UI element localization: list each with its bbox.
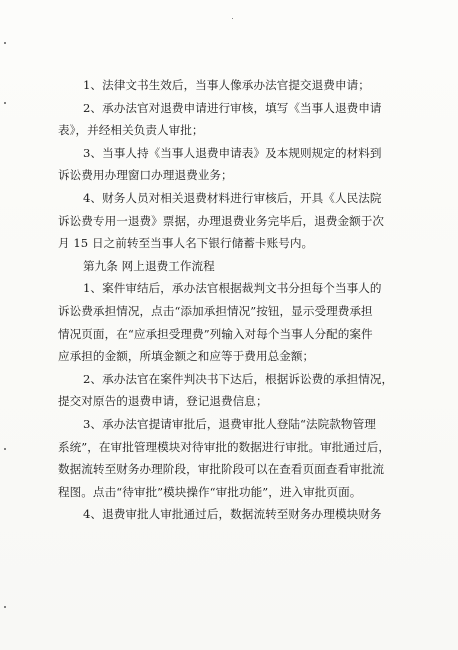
text-line: 1、法律文书生效后，当事人像承办法官提交退费申请； [83,78,370,92]
scan-speck [4,606,6,608]
text-line: 情况页面，在“应承担受理费”列输入对每个当事人分配的案件 [58,326,373,341]
text-line: 4、退费审批人审批通过后，数据流转至财务办理模块财务 [83,507,382,522]
text-line: 3、承办法官提请审批后，退费审批人登陆“法院款物管理 [83,416,376,431]
scan-speck [4,102,6,104]
scan-speck [4,448,6,450]
scan-speck [232,18,233,19]
scan-speck [4,42,6,44]
text-line: 诉讼费用办理窗口办理退费业务； [58,168,233,183]
text-line: 表》，并经相关负责人审批； [58,123,204,138]
text-line: 2、承办法官在案件判决书下达后，根据诉讼费的承担情况， [83,371,394,386]
text-line: 系统”，在审批管理模块对待审批的数据进行审批。审批通过后， [58,439,391,454]
text-line: 1、案件审结后，承办法官根据裁判文书分担每个当事人的 [83,281,382,296]
text-line: 数据流转至财务办理阶段，审批阶段可以在查看页面查看审批流 [58,462,385,477]
text-line: 3、当事人持《当事人退费申请表》及本规则规定的材料到 [83,145,382,160]
text-line: 应承担的金额，所填金额之和应等于费用总金额； [58,349,315,364]
text-line: 诉讼费承担情况，点击“添加承担情况”按钮，显示受理费承担 [58,303,373,318]
text-line: 程图。点击“待审批”模块操作“审批功能”，进入审批页面。 [58,484,362,499]
document-body [58,74,420,526]
section-heading: 第九条 网上退费工作流程 [83,258,215,273]
text-line: 诉讼费专用一退费》票据，办理退费业务完毕后，退费金额于次 [58,213,385,228]
text-line: 4、财务人员对相关退费材料进行审核后，开具《人民法院 [83,190,382,205]
text-line: 月 15 日之前转至当事人名下银行储蓄卡账号内。 [58,236,314,251]
text-line: 提交对原告的退费申请，登记退费信息； [58,394,268,409]
text-line: 2、承办法官对退费申请进行审核，填写《当事人退费申请 [83,100,382,115]
